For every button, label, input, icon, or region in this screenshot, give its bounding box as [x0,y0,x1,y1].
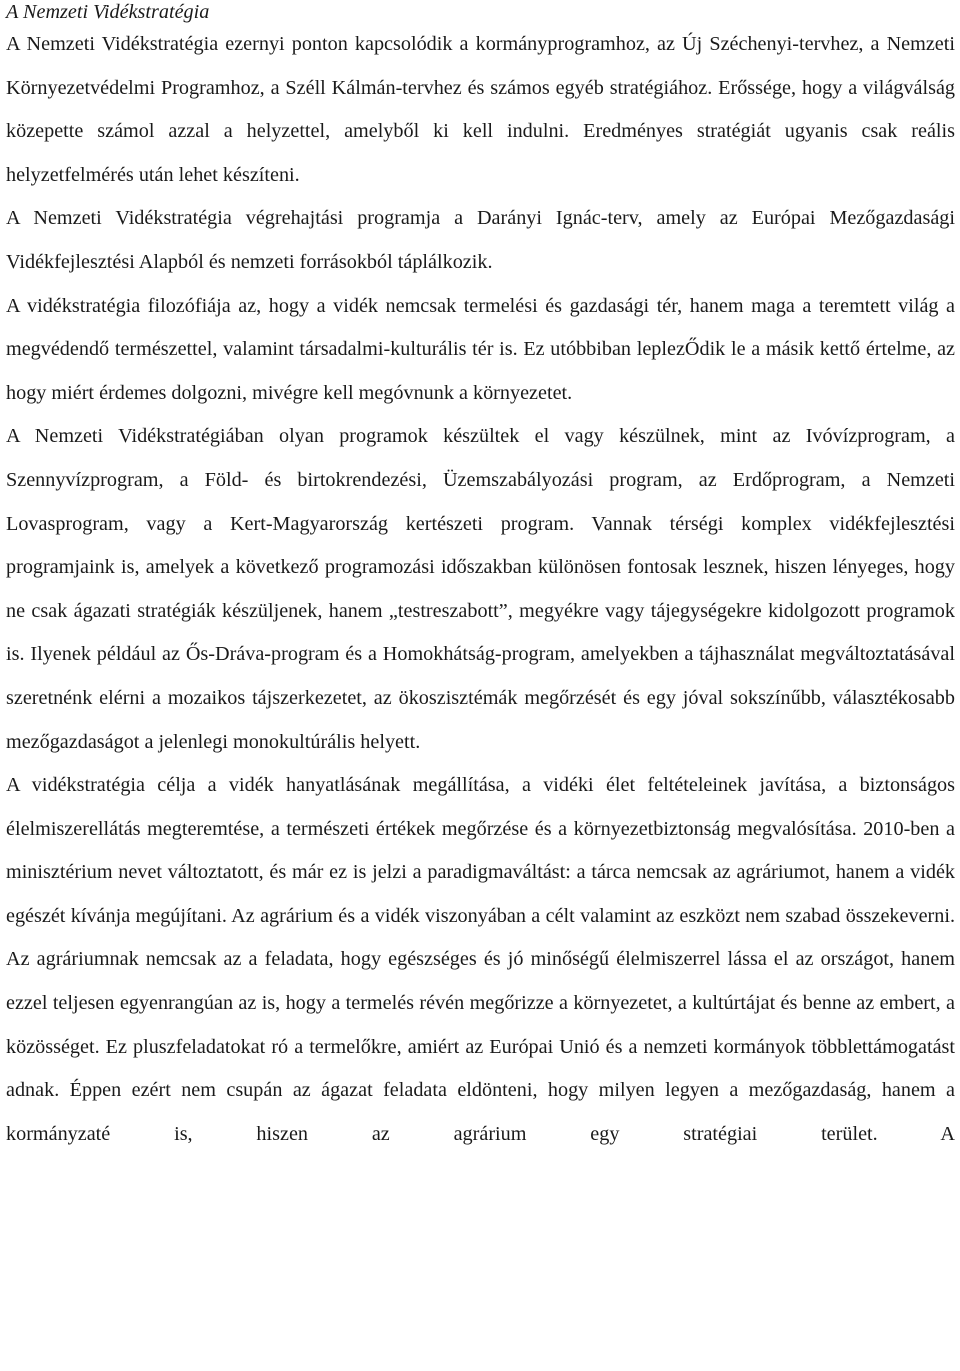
document-page [6,0,955,1156]
paragraph-intro: A Nemzeti Vidékstratégia ezernyi ponton kapcsolódik a kormányprogramhoz, az Új Széchenyi-tervhez, a Nemzeti Környezetvédelmi Programhoz, a Széll Kálmán-tervhez és számos egyéb stratégiához. Erőssége, hogy a világválság közepette számol azzal a helyzettel, amelyből ki kell indulni. Eredményes stratégiát ugyanis csak reális helyzetfelmérés után lehet készíteni. [6,33,955,186]
paragraph-daranyi-plan: A Nemzeti Vidékstratégia végrehajtási programja a Darányi Ignác-terv, amely az Európai Mezőgazdasági Vidékfejlesztési Alapból és nemzeti forrásokból táplálkozik. [6,207,955,273]
paragraph-philosophy: A vidékstratégia filozófiája az, hogy a vidék nemcsak termelési és gazdasági tér, hanem maga a teremtett világ a megvédendő természettel, valamint társadalmi-kulturális tér is. Ez utóbbiban leplezŐdik le a másik kettő értelme, az hogy miért érdemes dolgozni, mivégre kell megóvnunk a környezetet. [6,294,955,404]
paragraph-goals: A vidékstratégia célja a vidék hanyatlásának megállítása, a vidéki élet feltételeinek javítása, a biztonságos élelmiszerellátás megteremtése, a természeti értékek megőrzése és a környezetbiztonság megvalósítása. 2010-ben a minisztérium nevet változtatott, és már ez is jelzi a paradigmaváltást: a tárca nemcsak az agráriumot, hanem a vidék egészét kívánja megújítani. Az agrárium és a vidék viszonyában a célt valamint az eszközt nem szabad összekeverni. Az agráriumnak nemcsak az a feladata, hogy egészséges és jó minőségű élelmiszerrel lássa el az országot, hanem ezzel teljesen egyenrangúan az is, hogy a termelés révén megőrizze a környezetet, a kultúrtájat és benne az embert, a közösséget. Ez pluszfeladatokat ró a termelőkre, amiért az Európai Unió és a nemzeti kormányok többlettámogatást adnak. Éppen ezért nem csupán az ágazat feladata eldönteni, hogy milyen legyen a mezőgazdaság, hanem a kormányzaté is, hiszen az agrárium egy stratégiai terület. A [6,774,955,1145]
document-title: A Nemzeti Vidékstratégia [6,1,210,23]
paragraph-programs: A Nemzeti Vidékstratégiában olyan programok készültek el vagy készülnek, mint az Ivóvízprogram, a Szennyvízprogram, a Föld- és birtokrendezési, Üzemszabályozási program, az Erdőprogram, a Nemzeti Lovasprogram, vagy a Kert-Magyarország kertészeti program. Vannak térségi komplex vidékfejlesztési programjaink is, amelyek a következő programozási időszakban különösen fontosak lesznek, hiszen lényeges, hogy ne csak ágazati stratégiák készüljenek, hanem „testreszabott”, megyékre vagy tájegységekre kidolgozott programok is. Ilyenek például az Ős-Dráva-program és a Homokhátság-program, amelyekben a tájhasználat megváltoztatásával szeretnénk elérni a mozaikos tájszerkezetet, az ökoszisztémák megőrzését és egy jóval sokszínűbb, választékosabb mezőgazdaságot a jelenlegi monokultúrális helyett. [6,425,955,753]
